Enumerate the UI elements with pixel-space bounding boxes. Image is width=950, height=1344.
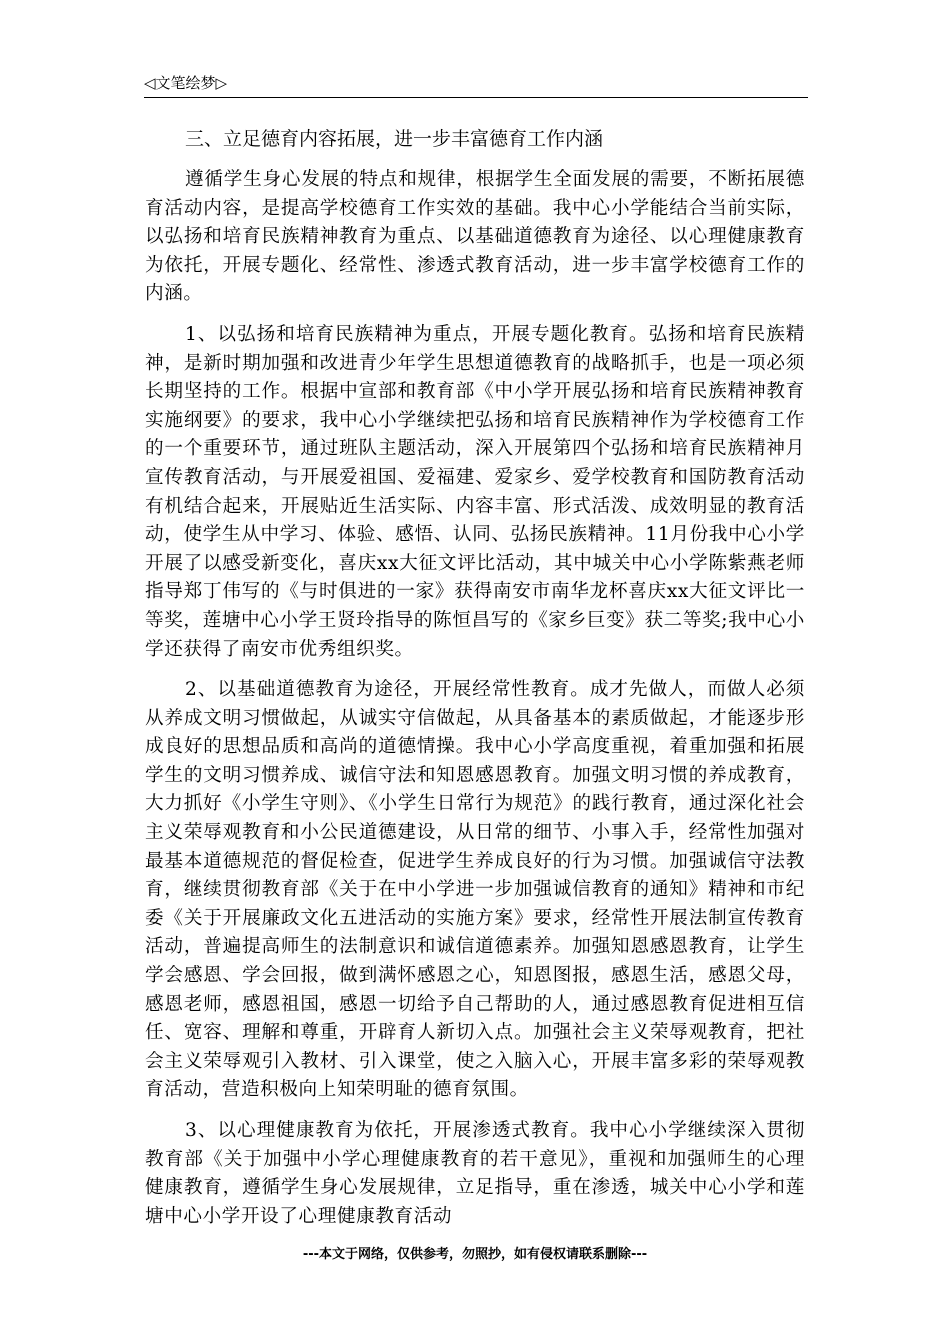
footer-disclaimer: ---本文于网络，仅供参考，勿照抄，如有侵权请联系删除--- bbox=[302, 1247, 648, 1262]
section-heading: 三、立足德育内容拓展，进一步丰富德育工作内涵 bbox=[185, 128, 604, 150]
page-header bbox=[144, 72, 808, 98]
paragraph-mental-health: 3、以心理健康教育为依托，开展渗透式教育。我中心小学继续深入贯彻教育部《关于加强中小学心理健康教育的若干意见》，重视和加强师生的心理健康教育，遵循学生身心发展规律，立足指导，重在渗透，城关中心小学和莲塘中心小学开设了心理健康教育活动 bbox=[145, 1120, 805, 1227]
document-body bbox=[145, 124, 805, 1243]
paragraph-basic-morality: 2、以基础道德教育为途径，开展经常性教育。成才先做人，而做人必须从养成文明习惯做起，从诚实守信做起，从具备基本的素质做起，才能逐步形成良好的思想品质和高尚的道德情操。我中心小学高度重视，着重加强和拓展学生的文明习惯养成、诚信守法和知恩感恩教育。加强文明习惯的养成教育，大力抓好《小学生守则》、《小学生日常行为规范》的践行教育，通过深化社会主义荣辱观教育和小公民道德建设，从日常的细节、小事入手，经常性加强对最基本道德规范的督促检查，促进学生养成良好的行为习惯。加强诚信守法教育，继续贯彻教育部《关于在中小学进一步加强诚信教育的通知》精神和市纪委《关于开展廉政文化五进活动的实施方案》要求，经常性开展法制宣传教育活动，普遍提高师生的法制意识和诚信道德素养。加强知恩感恩教育，让学生学会感恩、学会回报，做到满怀感恩之心，知恩图报，感恩生活，感恩父母，感恩老师，感恩祖国，感恩一切给予自己帮助的人，通过感恩教育促进相互信任、宽容、理解和尊重，开辟育人新切入点。加强社会主义荣辱观教育，把社会主义荣辱观引入教材、引入课堂，使之入脑入心，开展丰富多彩的荣辱观教育活动，营造积极向上知荣明耻的德育氛围。 bbox=[145, 679, 805, 1101]
paragraph-national-spirit: 1、以弘扬和培育民族精神为重点，开展专题化教育。弘扬和培育民族精神，是新时期加强和改进青少年学生思想道德教育的战略抓手，也是一项必须长期坚持的工作。根据中宣部和教育部《中小学开展弘扬和培育民族精神教育实施纲要》的要求，我中心小学继续把弘扬和培育民族精神作为学校德育工作的一个重要环节，通过班队主题活动，深入开展第四个弘扬和培育民族精神月宣传教育活动，与开展爱祖国、爱福建、爱家乡、爱学校教育和国防教育活动有机结合起来，开展贴近生活实际、内容丰富、形式活泼、成效明显的教育活动，使学生从中学习、体验、感悟、认同、弘扬民族精神。11月份我中心小学开展了以感受新变化，喜庆xx大征文评比活动，其中城关中心小学陈紫燕老师指导郑丁伟写的《与时俱进的一家》获得南安市南华龙杯喜庆xx大征文评比一等奖，莲塘中心小学王贤玲指导的陈恒昌写的《家乡巨变》获二等奖;我中心小学还获得了南安市优秀组织奖。 bbox=[145, 323, 805, 660]
paragraph-intro: 遵循学生身心发展的特点和规律，根据学生全面发展的需要，不断拓展德育活动内容，是提高学校德育工作实效的基础。我中心小学能结合当前实际，以弘扬和培育民族精神教育为重点、以基础道德教育为途径、以心理健康教育为依托，开展专题化、经常性、渗透式教育活动，进一步丰富学校德育工作的内涵。 bbox=[145, 169, 805, 305]
header-divider bbox=[144, 97, 808, 98]
header-brand-text: ◁文笔绘梦▷ bbox=[144, 74, 228, 92]
